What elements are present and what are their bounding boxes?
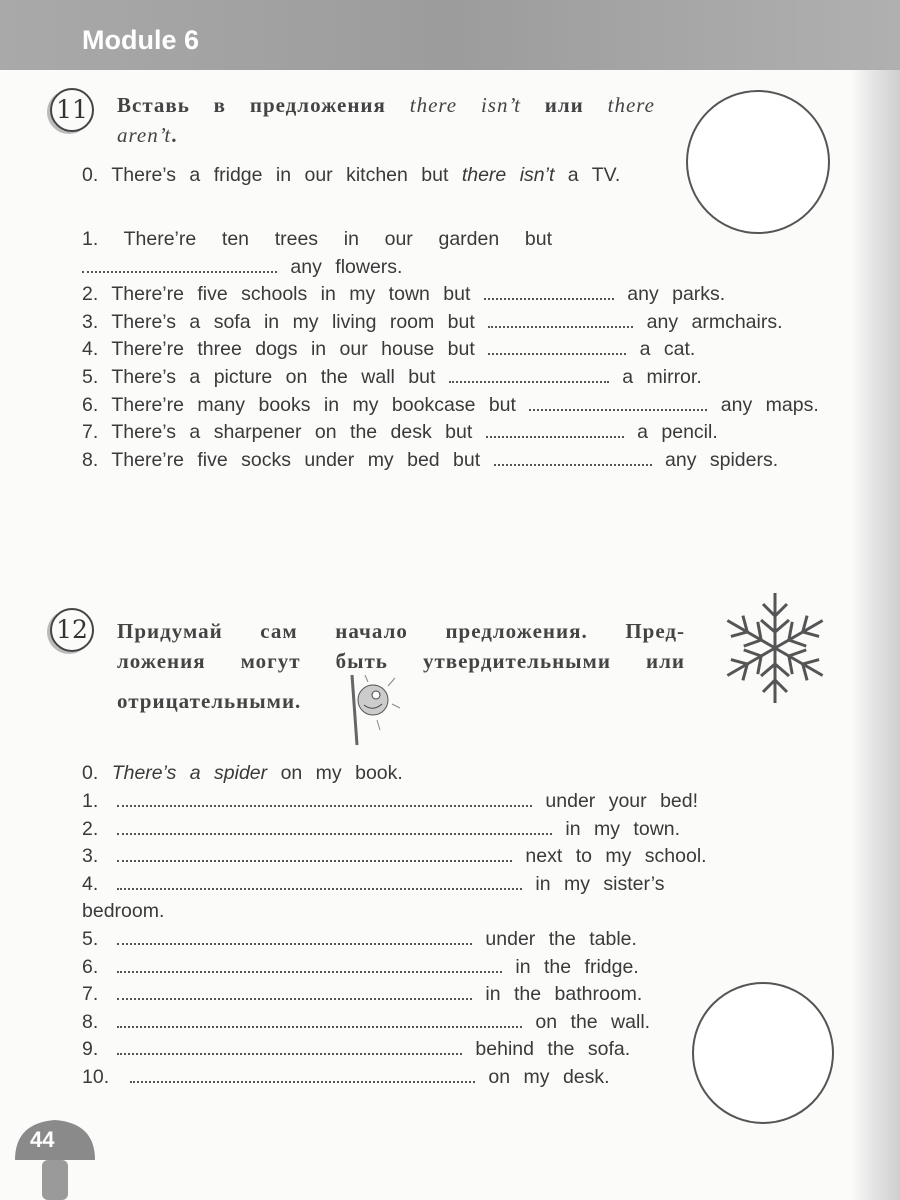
- answer-blank[interactable]: [117, 1039, 462, 1055]
- item-number: 3.: [82, 310, 99, 333]
- exercise-item: [82, 392, 822, 420]
- answer-blank[interactable]: [494, 450, 652, 466]
- item-text: There’re five socks under my bed but: [111, 448, 481, 471]
- exercise-item: [82, 309, 822, 337]
- answer-blank[interactable]: [486, 422, 624, 438]
- answer-blank[interactable]: [117, 846, 512, 862]
- item-text: a pencil.: [637, 421, 718, 444]
- item-text: behind the sofa.: [475, 1038, 631, 1061]
- exercise-item: [82, 419, 822, 447]
- exercise-11-example: [82, 162, 656, 190]
- item-number: 5.: [82, 927, 99, 950]
- item-text: There’s a sofa in my living room but: [111, 310, 475, 333]
- item-text: any parks.: [627, 283, 726, 306]
- sun-with-pencil-icon: [340, 670, 420, 750]
- page-edge-shadow: [852, 70, 900, 1200]
- item-number: 2.: [82, 817, 99, 840]
- item-text: on my desk.: [488, 1065, 610, 1088]
- answer-blank[interactable]: [117, 1012, 522, 1028]
- answer-blank[interactable]: [117, 791, 532, 807]
- item-text: any maps.: [720, 393, 819, 416]
- item-text: There’s a picture on the wall but: [111, 365, 436, 388]
- exercise-item: [82, 447, 822, 475]
- item-answer: There’s a spider: [111, 762, 268, 784]
- answer-circle-bottom: [692, 982, 834, 1124]
- item-number: 7.: [82, 421, 99, 444]
- exercise-item: [82, 954, 722, 982]
- exercise-item: [82, 926, 722, 954]
- instr-line: Придумай сам начало предложения. Пред-: [117, 619, 685, 643]
- snowflake-icon: [715, 588, 835, 708]
- item-number: 4.: [82, 872, 99, 895]
- exercise-item: [82, 281, 822, 309]
- exercise-12-items: [82, 788, 722, 1092]
- exercise-12-number: 12: [50, 608, 94, 652]
- instr-line: отрицательными.: [117, 689, 302, 713]
- answer-blank[interactable]: [529, 395, 707, 411]
- item-text: any flowers.: [290, 255, 403, 278]
- answer-blank[interactable]: [488, 339, 626, 355]
- exercise-item: [82, 1009, 722, 1037]
- item-number: 6.: [82, 393, 99, 416]
- item-number: 7.: [82, 983, 99, 1006]
- answer-blank[interactable]: [117, 929, 472, 945]
- mushroom-page-icon: [10, 1115, 100, 1200]
- item-text: any armchairs.: [646, 310, 783, 333]
- item-answer: there isn’t: [461, 164, 555, 186]
- item-number: 1.: [82, 228, 99, 250]
- page-number: 44: [30, 1127, 55, 1152]
- exercise-item: [82, 981, 722, 1009]
- module-header: [0, 0, 900, 70]
- item-number: 9.: [82, 1038, 99, 1061]
- answer-blank[interactable]: [82, 257, 277, 273]
- item-number: 5.: [82, 365, 99, 388]
- item-number: 4.: [82, 338, 99, 361]
- exercise-item: [82, 1064, 722, 1092]
- item-text: on the wall.: [535, 1010, 651, 1033]
- item-text: next to my school.: [525, 845, 707, 868]
- answer-blank[interactable]: [117, 874, 522, 890]
- item-text: under your bed!: [545, 790, 699, 812]
- answer-blank[interactable]: [130, 1067, 475, 1083]
- exercise-item: [82, 816, 722, 844]
- item-text: There’s a fridge in our kitchen but: [111, 164, 462, 186]
- exercise-item: [82, 1036, 722, 1064]
- item-number: 2.: [82, 283, 99, 306]
- item-text: There’re many books in my bookcase but: [111, 393, 516, 416]
- item-text: in my sister’s bedroom.: [82, 872, 665, 923]
- exercise-item: [82, 226, 672, 281]
- item-text: a mirror.: [622, 365, 702, 388]
- instr-italic: there isn’t: [409, 93, 521, 117]
- exercise-item: [82, 871, 722, 926]
- exercise-item: [82, 364, 822, 392]
- instr-text: или: [520, 93, 608, 117]
- answer-blank[interactable]: [484, 284, 614, 300]
- answer-circle-top: [686, 90, 830, 234]
- exercise-item: [82, 843, 722, 871]
- item-text: any spiders.: [665, 448, 779, 471]
- item-number: 8.: [82, 448, 99, 471]
- exercise-item: [82, 336, 822, 364]
- answer-blank[interactable]: [117, 819, 552, 835]
- exercise-11-items: [82, 226, 822, 474]
- item-text: a TV.: [554, 164, 621, 186]
- answer-blank[interactable]: [117, 957, 502, 973]
- item-number: 10.: [82, 1065, 110, 1088]
- item-text: There’re three dogs in our house but: [111, 338, 475, 361]
- item-text: There’s a sharpener on the desk but: [111, 421, 473, 444]
- item-number: 1.: [82, 790, 99, 812]
- exercise-item: [82, 788, 722, 816]
- item-text: in my town.: [565, 817, 681, 840]
- answer-blank[interactable]: [117, 984, 472, 1000]
- item-text: under the table.: [485, 927, 637, 950]
- item-text: There’re five schools in my town but: [111, 283, 471, 306]
- item-text: on my book.: [267, 762, 403, 784]
- item-text: a cat.: [639, 338, 696, 361]
- exercise-12-example: [82, 760, 403, 788]
- instr-line: ложения могут быть утвердительными или: [117, 649, 685, 673]
- item-number: 0.: [82, 164, 99, 186]
- instr-text: Вставь в предложения: [117, 93, 410, 117]
- module-title: Module 6: [82, 25, 200, 55]
- item-number: 3.: [82, 845, 99, 868]
- item-text: There’re ten trees in our garden but: [123, 228, 552, 250]
- item-text: in the bathroom.: [485, 983, 643, 1006]
- exercise-11-instruction: Вставь в предложения there isn’t или there aren’t.: [117, 93, 655, 147]
- item-number: 0.: [82, 762, 99, 784]
- item-text: in the fridge.: [515, 955, 639, 978]
- instr-italic: there aren’t: [117, 93, 655, 147]
- answer-blank[interactable]: [449, 367, 609, 383]
- exercise-11-number: 11: [50, 88, 94, 132]
- item-number: 6.: [82, 955, 99, 978]
- answer-blank[interactable]: [488, 312, 633, 328]
- item-number: 8.: [82, 1010, 99, 1033]
